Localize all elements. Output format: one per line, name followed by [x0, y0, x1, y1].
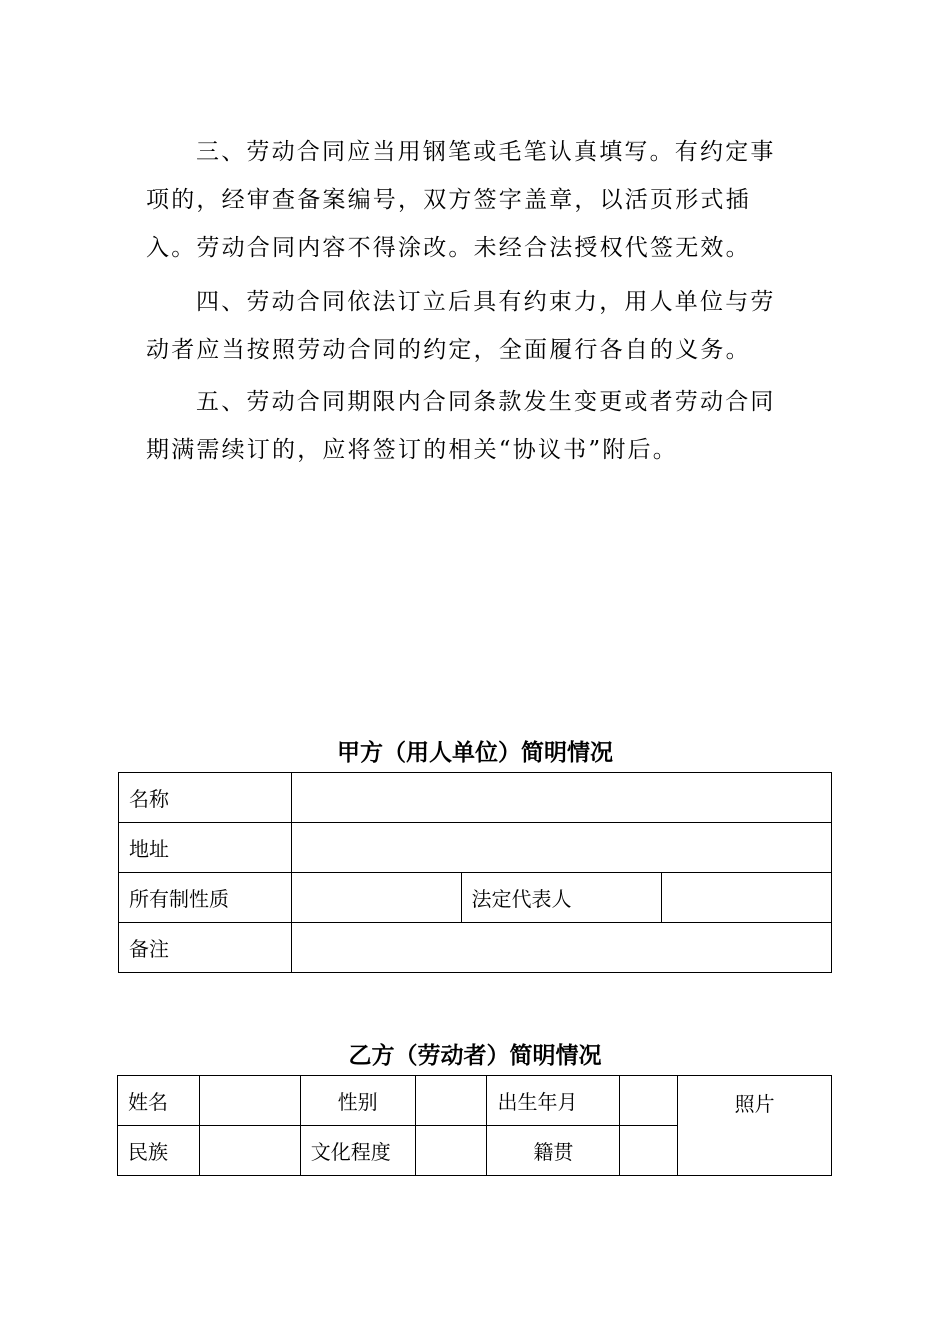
address-label: 地址 [119, 823, 292, 873]
ethnicity-field[interactable] [199, 1126, 300, 1176]
name-label: 姓名 [118, 1076, 200, 1126]
origin-label: 籍贯 [487, 1126, 620, 1176]
paragraph-item-3: 三、劳动合同应当用钢笔或毛笔认真填写。有约定事项的，经审查备案编号，双方签字盖章，以活页形式插入。劳动合同内容不得涂改。未经合法授权代签无效。 [146, 139, 776, 261]
legal-rep-field[interactable] [662, 873, 832, 923]
employer-section-title: 甲方（用人单位）简明情况 [337, 740, 613, 766]
address-field[interactable] [291, 823, 831, 873]
photo-label: 照片 [734, 1092, 775, 1116]
education-label: 文化程度 [300, 1126, 415, 1176]
ownership-label: 所有制性质 [119, 873, 292, 923]
remarks-label: 备注 [119, 923, 292, 973]
gender-label: 性别 [300, 1076, 415, 1126]
name-field[interactable] [291, 773, 831, 823]
birth-label: 出生年月 [487, 1076, 620, 1126]
birth-field[interactable] [620, 1076, 678, 1126]
paragraph-item-5: 五、劳动合同期限内合同条款发生变更或者劳动合同期满需续订的，应将签订的相关“协议书”附后。 [146, 389, 776, 463]
employer-info-table [118, 772, 832, 973]
remarks-field[interactable] [291, 923, 831, 973]
employee-info-table [117, 1075, 832, 1176]
table-row [119, 773, 832, 823]
legal-rep-label: 法定代表人 [461, 873, 662, 923]
ethnicity-label: 民族 [118, 1126, 200, 1176]
paragraph-item-4: 四、劳动合同依法订立后具有约束力，用人单位与劳动者应当按照劳动合同的约定，全面履行各自的义务。 [146, 289, 776, 363]
origin-field[interactable] [620, 1126, 678, 1176]
ownership-field[interactable] [291, 873, 461, 923]
table-row [119, 923, 832, 973]
table-row [119, 873, 832, 923]
gender-field[interactable] [415, 1076, 487, 1126]
employee-section-title: 乙方（劳动者）简明情况 [348, 1043, 602, 1069]
table-row [119, 823, 832, 873]
name-label: 名称 [119, 773, 292, 823]
education-field[interactable] [415, 1126, 487, 1176]
table-row [118, 1076, 832, 1126]
name-field[interactable] [199, 1076, 300, 1126]
photo-cell[interactable] [678, 1076, 832, 1176]
